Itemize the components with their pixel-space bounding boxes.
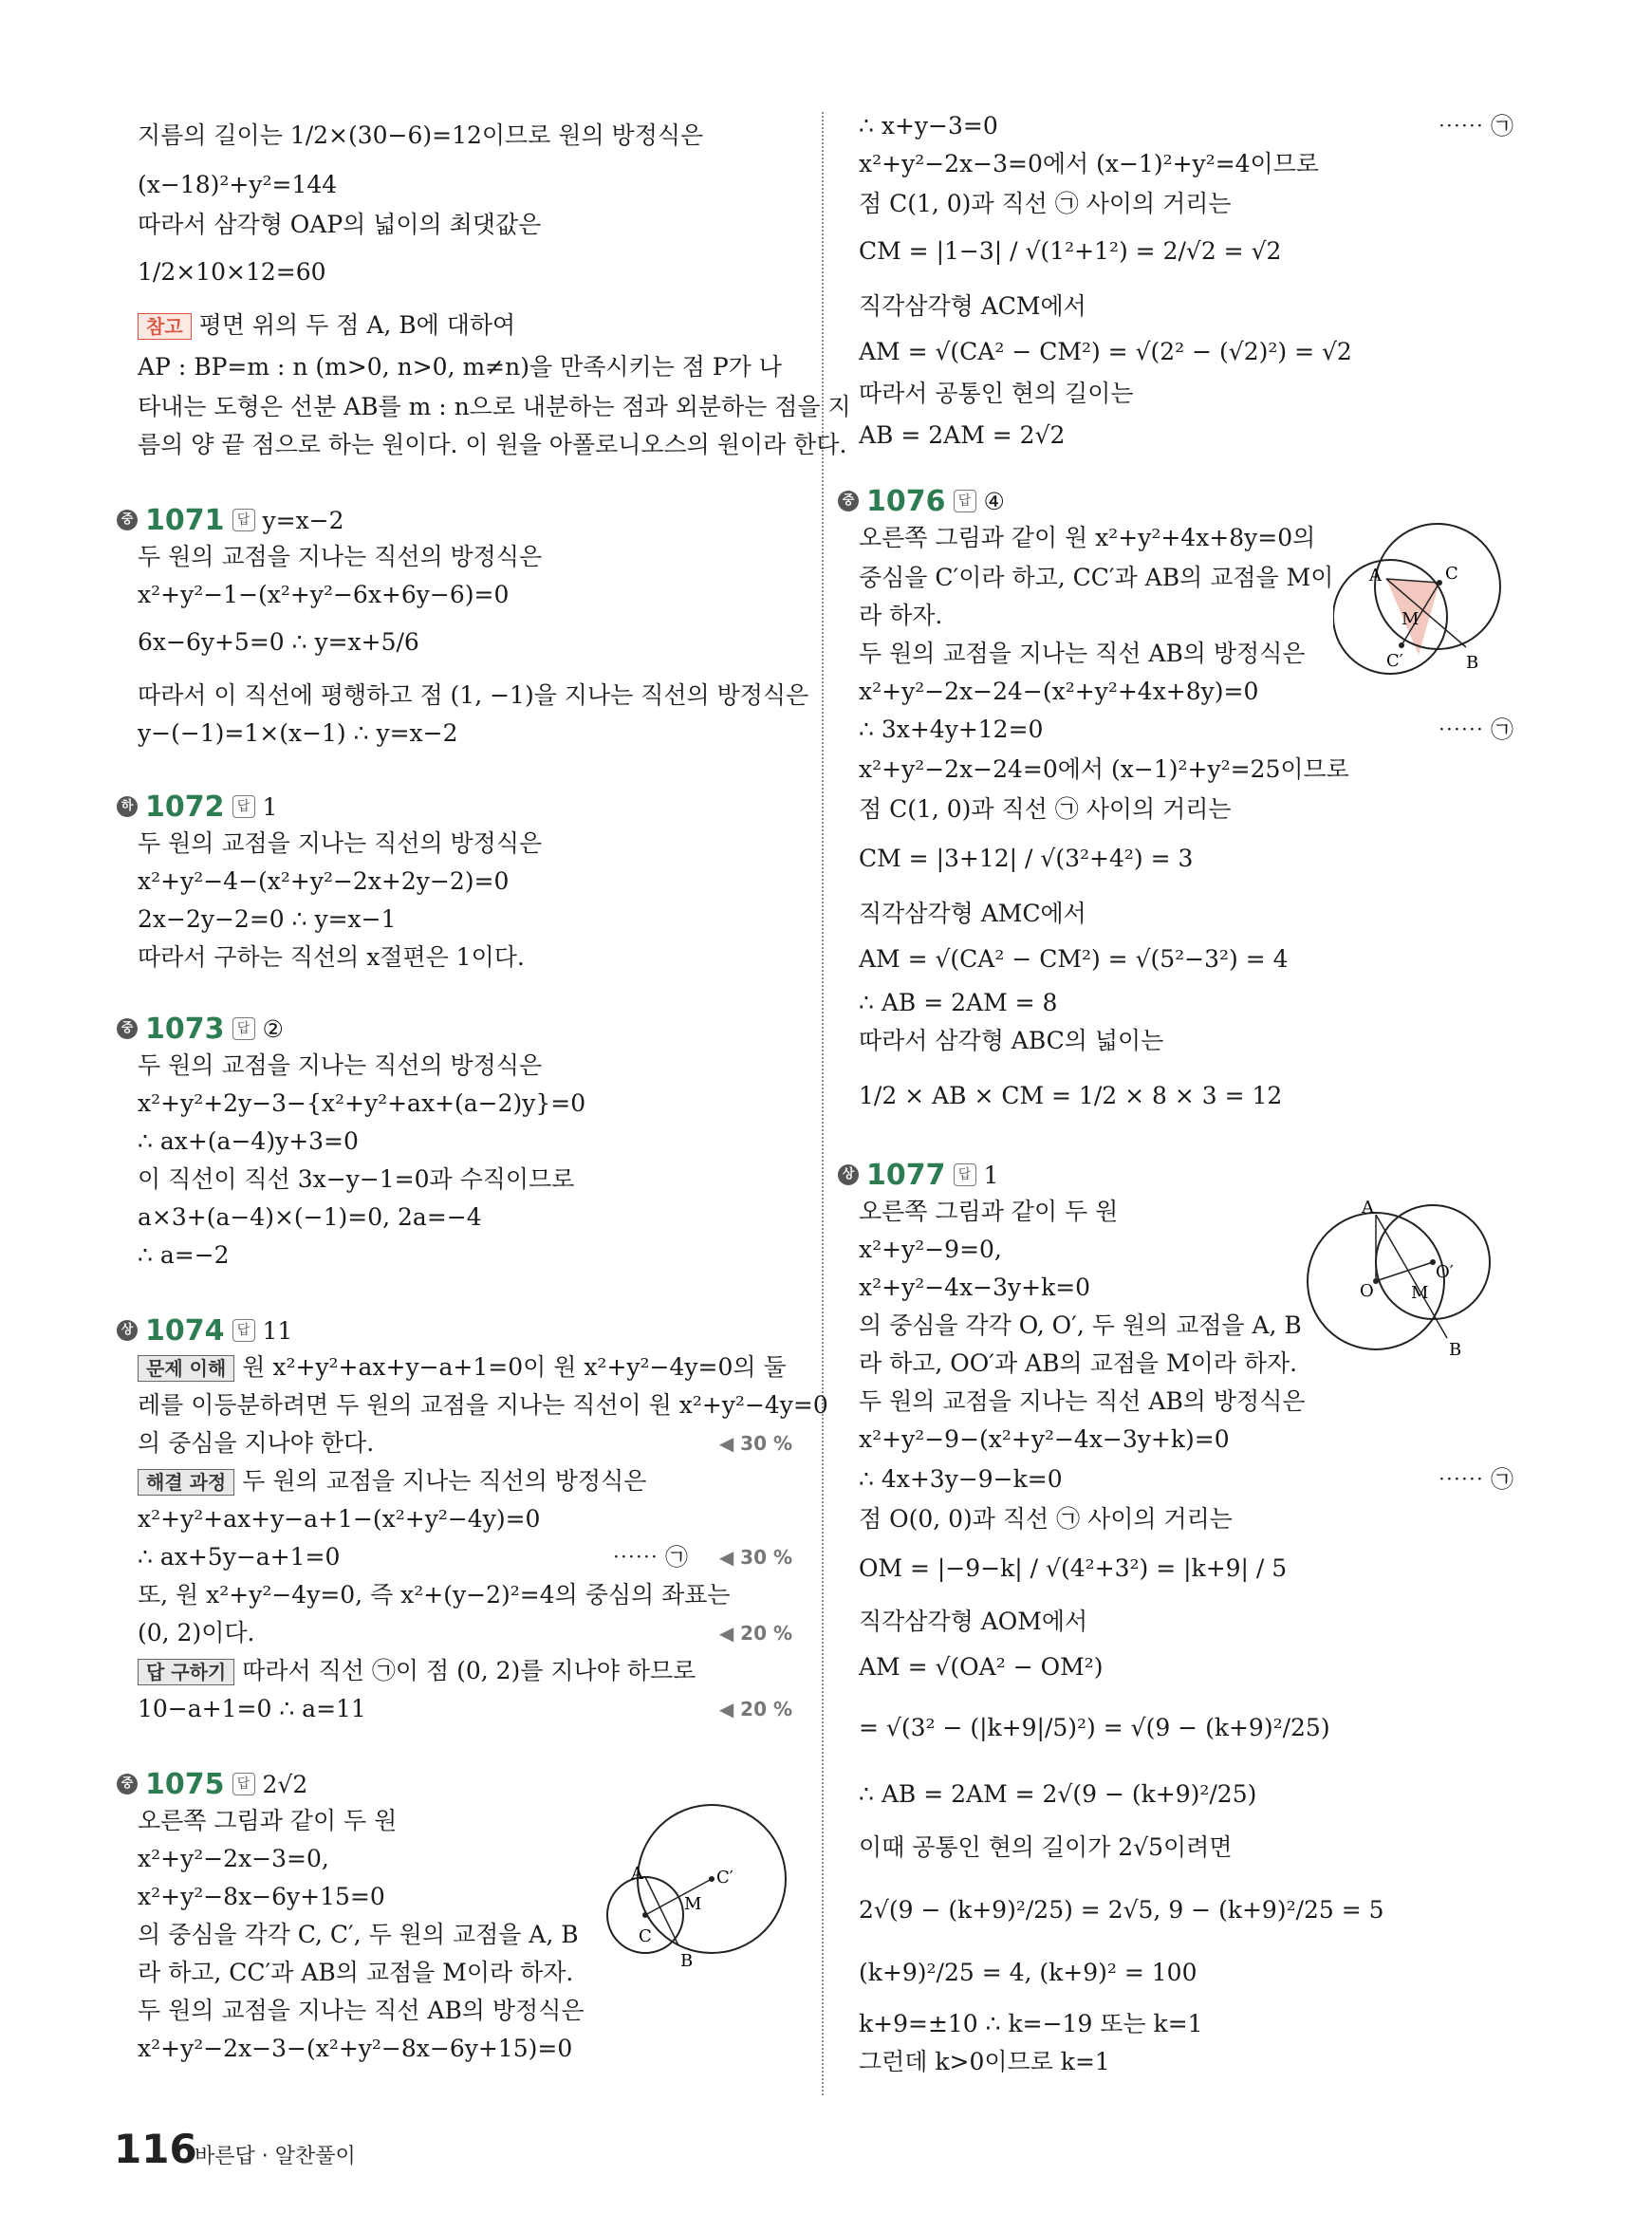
solution-line: 두 원의 교점을 지나는 직선 AB의 방정식은 [859,640,1306,667]
figure-1076 [1333,512,1513,702]
level-badge: 중 [838,491,859,511]
problem-number: 1073 [145,1012,225,1046]
solution-line [138,1427,792,1460]
answer-tag: 답 [232,1319,255,1342]
solution-line: 라 하고, CC′과 AB의 교점을 M이라 하자. [138,1959,574,1986]
solution-line: CM = |3+12| / √(3²+4²) = 3 [859,845,1194,872]
label-a: A [1362,1198,1374,1218]
note-block [138,309,515,342]
level-badge: 중 [117,1018,138,1039]
solution-line: x²+y²−2x−3=0에서 (x−1)²+y²=4이므로 [859,150,1319,177]
solution-line [859,714,1513,746]
answer-tag: 답 [232,1017,255,1040]
equation-marker: ⋯⋯ ㉠ [612,1544,688,1571]
solution-line: x²+y²+ax+y−a+1−(x²+y²−4y)=0 [138,1505,541,1533]
solution-line: 오른쪽 그림과 같이 두 원 [859,1198,1119,1225]
problem-header-1076 [838,482,1005,520]
solution-line: 오른쪽 그림과 같이 원 x²+y²+4x+8y=0의 [859,524,1316,551]
intro-line-3: 따라서 삼각형 OAP의 넓이의 최댓값은 [138,211,542,238]
solution-line: 의 중심을 각각 C, C′, 두 원의 교점을 A, B [138,1921,579,1948]
answer-tag: 답 [232,795,255,818]
solution-line: OM = |−9−k| / √(4²+3²) = |k+9| / 5 [859,1554,1288,1582]
solution-line: x²+y²+2y−3−{x²+y²+ax+(a−2)y}=0 [138,1089,586,1117]
solution-line: 두 원의 교점을 지나는 직선의 방정식은 [138,1051,543,1079]
label-b: B [680,1951,694,1971]
step-text: 두 원의 교점을 지나는 직선의 방정식은 [242,1467,647,1495]
solution-line: 라 하고, OO′과 AB의 교점을 M이라 하자. [859,1349,1298,1377]
score-percent: ◀ 30 % [718,1546,792,1569]
center-c-dot [1437,580,1442,586]
solution-line: x²+y²−9=0, [859,1236,1002,1263]
solution-line [138,1655,696,1687]
step-tag: 답 구하기 [138,1659,234,1685]
problem-header-1071 [117,501,344,539]
solution-line: y−(−1)=1×(x−1) ∴ y=x−2 [138,719,458,747]
solution-line: ∴ AB = 2AM = 2√(9 − (k+9)²/25) [859,1780,1257,1808]
problem-header-1072 [117,788,277,826]
solution-line [138,1541,792,1573]
center-c2-dot [1399,642,1404,648]
solution-line: 라 하자. [859,602,943,629]
solution-line: ∴ a=−2 [138,1241,230,1269]
level-badge: 상 [838,1164,859,1185]
solution-line: 레를 이등분하려면 두 원의 교점을 지나는 직선이 원 x²+y²−4y=0 [138,1391,828,1419]
problem-number: 1077 [866,1158,946,1192]
label-m: M [1411,1283,1429,1303]
solution-line: 중심을 C′이라 하고, CC′과 AB의 교점을 M이 [859,564,1334,591]
problem-number: 1074 [145,1313,225,1348]
solution-line: 직각삼각형 AOM에서 [859,1608,1088,1635]
solution-line: 따라서 구하는 직선의 x절편은 1이다. [138,943,525,971]
solution-line: (k+9)²/25 = 4, (k+9)² = 100 [859,1959,1197,1986]
label-o: O [1360,1281,1374,1301]
step-tag: 문제 이해 [138,1355,234,1382]
solution-line [138,1351,787,1384]
label-c2: C′ [716,1868,733,1888]
solution-line: 이때 공통인 현의 길이가 2√5이려면 [859,1833,1233,1861]
score-percent: ◀ 20 % [718,1698,792,1720]
answer-value: ④ [983,487,1005,515]
problem-header-1073 [117,1010,284,1048]
solution-line: x²+y²−4x−3y+k=0 [859,1274,1091,1301]
label-m: M [1401,609,1420,629]
solution-line: 점 O(0, 0)과 직선 ㉠ 사이의 거리는 [859,1505,1233,1533]
step-text: ∴ ax+5y−a+1=0 [138,1543,341,1571]
solution-line: x²+y²−9−(x²+y²−4x−3y+k)=0 [859,1425,1230,1453]
answer-value: 1 [262,792,278,821]
problem-header-1077 [838,1156,998,1194]
label-o2: O′ [1436,1262,1454,1282]
figure-1075 [593,1803,802,1993]
step-text: 따라서 직선 ㉠이 점 (0, 2)를 지나야 하므로 [242,1657,696,1684]
step-text: ∴ x+y−3=0 [859,112,998,139]
answer-value: 11 [262,1316,293,1345]
answer-value: ② [262,1014,284,1043]
footer-title: 바른답 · 알찬풀이 [195,2145,356,2168]
answer-tag: 답 [232,1773,255,1795]
solution-line: 오른쪽 그림과 같이 두 원 [138,1807,398,1834]
solution-line [859,1463,1513,1496]
answer-tag: 답 [232,509,255,531]
step-text: ∴ 3x+4y+12=0 [859,716,1044,743]
problem-number: 1071 [145,503,225,537]
solution-line: 따라서 이 직선에 평행하고 점 (1, −1)을 지나는 직선의 방정식은 [138,681,809,709]
level-badge: 하 [117,796,138,817]
label-c: C [1445,564,1458,584]
answer-value: y=x−2 [262,506,344,534]
solution-line: = √(3² − (|k+9|/5)²) = √(9 − (k+9)²/25) [859,1714,1330,1741]
level-badge: 상 [117,1320,138,1341]
level-badge: 중 [117,510,138,530]
label-m: M [684,1894,702,1914]
answer-value: 1 [983,1161,999,1189]
step-text: 원 x²+y²+ax+y−a+1=0이 원 x²+y²−4y=0의 둘 [242,1353,787,1381]
problem-number: 1075 [145,1767,225,1801]
solution-line [859,110,1513,142]
equation-marker: ⋯⋯ ㉠ [1438,113,1513,139]
solution-line: ∴ AB = 2AM = 8 [859,989,1058,1016]
label-c: C [639,1926,652,1946]
step-tag: 해결 과정 [138,1469,234,1496]
solution-line: 두 원의 교점을 지나는 직선의 방정식은 [138,829,543,857]
solution-line: CM = |1−3| / √(1²+1²) = 2/√2 = √2 [859,237,1282,265]
solution-line: 직각삼각형 AMC에서 [859,900,1086,927]
solution-line: x²+y²−1−(x²+y²−6x+6y−6)=0 [138,581,510,608]
problem-header-1075 [117,1765,307,1803]
solution-line: a×3+(a−4)×(−1)=0, 2a=−4 [138,1203,482,1231]
solution-line [138,1465,646,1497]
solution-line: 그런데 k>0이므로 k=1 [859,2048,1110,2075]
solution-line: 점 C(1, 0)과 직선 ㉠ 사이의 거리는 [859,190,1232,217]
solution-line: 의 중심을 각각 O, O′, 두 원의 교점을 A, B [859,1311,1302,1339]
solution-line: 2x−2y−2=0 ∴ y=x−1 [138,905,397,933]
intro-line-4: 1/2×10×12=60 [138,258,326,286]
solution-line: 두 원의 교점을 지나는 직선 AB의 방정식은 [138,1997,585,2024]
solution-line: 따라서 삼각형 ABC의 넓이는 [859,1027,1164,1054]
answer-value: 2√2 [262,1770,308,1798]
score-percent: ◀ 30 % [718,1432,792,1455]
note-line-4: 름의 양 끝 점으로 하는 원이다. 이 원을 아폴로니오스의 원이라 한다. [138,431,847,458]
figure-1077 [1305,1186,1523,1367]
equation-marker: ⋯⋯ ㉠ [1438,1466,1513,1493]
solution-line: AM = √(OA² − OM²) [859,1653,1104,1681]
level-badge: 중 [117,1774,138,1795]
problem-header-1074 [117,1311,292,1349]
intro-line-1: 지름의 길이는 1/2×(30−6)=12이므로 원의 방정식은 [138,121,704,149]
page-number: 116 [114,2126,197,2172]
solution-line: AB = 2AM = 2√2 [859,421,1066,449]
step-text: (0, 2)이다. [138,1619,255,1646]
solution-line: 두 원의 교점을 지나는 직선의 방정식은 [138,543,543,570]
solution-line [138,1693,792,1725]
note-line-1: 평면 위의 두 점 A, B에 대하여 [198,311,516,339]
score-percent: ◀ 20 % [718,1622,792,1645]
note-tag: 참고 [138,313,192,340]
step-text: ∴ 4x+3y−9−k=0 [859,1465,1063,1493]
label-a: A [631,1864,643,1884]
problem-number: 1076 [866,484,946,518]
center-c2-dot [709,1876,715,1882]
solution-line: AM = √(CA² − CM²) = √(2² − (√2)²) = √2 [859,338,1352,365]
label-b: B [1466,653,1479,673]
center-c-dot [642,1912,648,1918]
solution-line: 이 직선이 직선 3x−y−1=0과 수직이므로 [138,1165,575,1193]
step-text: 의 중심을 지나야 한다. [138,1429,375,1457]
equation-marker: ⋯⋯ ㉠ [1438,716,1513,743]
solution-line: 따라서 공통인 현의 길이는 [859,380,1134,407]
solution-line: x²+y²−2x−3=0, [138,1845,329,1872]
solution-line: x²+y²−8x−6y+15=0 [138,1883,385,1910]
label-a: A [1369,566,1382,586]
label-b: B [1449,1340,1462,1360]
problem-number: 1072 [145,790,225,824]
intro-line-2: (x−18)²+y²=144 [138,171,338,198]
solution-line: k+9=±10 ∴ k=−19 또는 k=1 [859,2010,1203,2037]
answer-tag: 답 [954,490,976,512]
solution-line: 또, 원 x²+y²−4y=0, 즉 x²+(y−2)²=4의 중심의 좌표는 [138,1581,731,1609]
note-line-3: 타내는 도형은 선분 AB를 m : n으로 내분하는 점과 외분하는 점을 지 [138,393,851,420]
solution-line [138,1617,792,1649]
solution-line: 2√(9 − (k+9)²/25) = 2√5, 9 − (k+9)²/25 = 5 [859,1896,1384,1924]
answer-tag: 답 [954,1163,976,1186]
label-c2: C′ [1386,651,1403,671]
solution-line: x²+y²−2x−24−(x²+y²+4x+8y)=0 [859,678,1259,705]
solution-line: AM = √(CA² − CM²) = √(5²−3²) = 4 [859,945,1289,973]
solution-line: 점 C(1, 0)과 직선 ㉠ 사이의 거리는 [859,795,1232,823]
solution-line: 직각삼각형 ACM에서 [859,292,1086,320]
note-line-2: AP : BP=m : n (m>0, n>0, m≠n)을 만족시키는 점 P가 나 [138,353,782,381]
center-o-dot [1373,1278,1379,1284]
solution-line: 두 원의 교점을 지나는 직선 AB의 방정식은 [859,1387,1306,1415]
solution-line: 6x−6y+5=0 ∴ y=x+5/6 [138,628,419,656]
solution-line: x²+y²−2x−3−(x²+y²−8x−6y+15)=0 [138,2035,573,2062]
solution-line: x²+y²−2x−24=0에서 (x−1)²+y²=25이므로 [859,755,1349,783]
step-text: 10−a+1=0 ∴ a=11 [138,1695,366,1722]
solution-line: 1/2 × AB × CM = 1/2 × 8 × 3 = 12 [859,1082,1283,1109]
solution-line: x²+y²−4−(x²+y²−2x+2y−2)=0 [138,867,510,895]
solution-line: ∴ ax+(a−4)y+3=0 [138,1127,359,1155]
